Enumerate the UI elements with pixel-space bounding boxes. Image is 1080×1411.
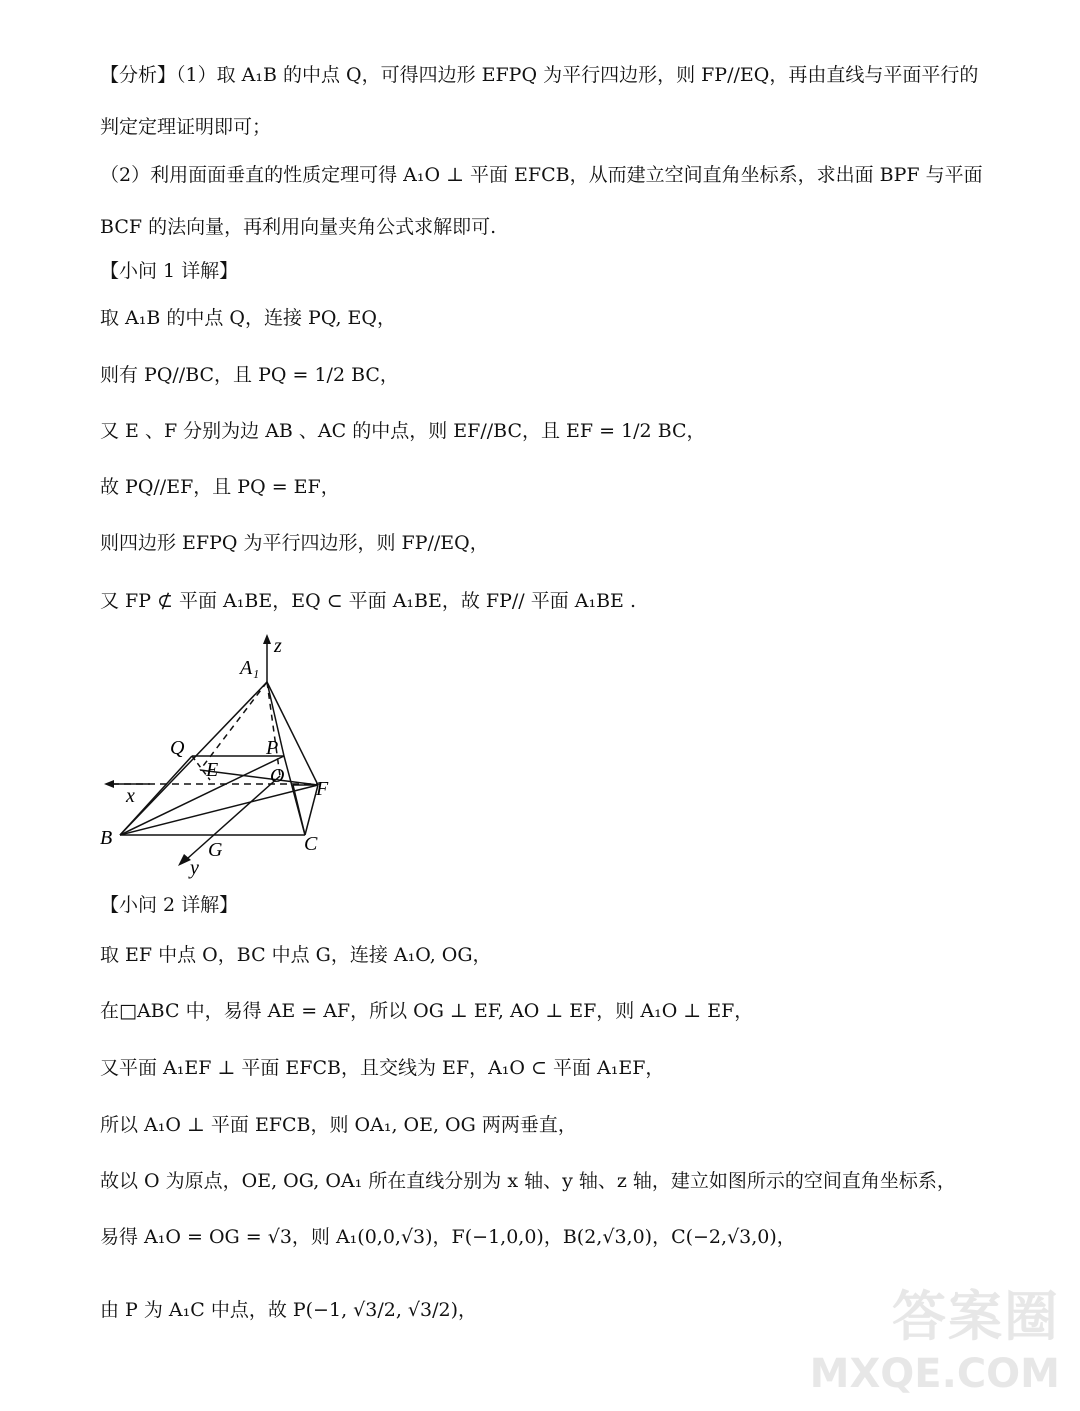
watermark bbox=[810, 1274, 1060, 1397]
solution1-line-4: 故 PQ//EF，且 PQ = EF， bbox=[100, 476, 340, 498]
analysis-line-1: 【分析】（1）取 A₁B 的中点 Q，可得四边形 EFPQ 为平行四边形，则 FP//EQ，再由直线与平面平行的 bbox=[100, 64, 979, 86]
solution2-line-6: 易得 A₁O = OG = √3，则 A₁(0,0,√3)，F(−1,0,0)，B(2,√3,0)，C(−2,√3,0)， bbox=[100, 1226, 796, 1248]
watermark-url: MXQE.COM bbox=[809, 1351, 1060, 1397]
solution2-line-2: 在□ABC 中，易得 AE = AF，所以 OG ⊥ EF, AO ⊥ EF，则 A₁O ⊥ EF， bbox=[100, 1000, 754, 1022]
solution2-line-7: 由 P 为 A₁C 中点，故 P(−1, √3/2, √3/2)， bbox=[100, 1299, 478, 1321]
label-z: z bbox=[274, 635, 282, 657]
solution1-line-1: 取 A₁B 的中点 Q，连接 PQ, EQ， bbox=[100, 307, 396, 329]
label-O: O bbox=[270, 765, 285, 787]
solution2-line-3: 又平面 A₁EF ⊥ 平面 EFCB，且交线为 EF，A₁O ⊂ 平面 A₁EF， bbox=[100, 1057, 665, 1079]
label-C: C bbox=[304, 833, 318, 855]
analysis-line-2: 判定定理证明即可； bbox=[100, 116, 272, 138]
solution2-line-4: 所以 A₁O ⊥ 平面 EFCB，则 OA₁, OE, OG 两两垂直， bbox=[100, 1114, 577, 1136]
section-heading-2: 【小问 2 详解】 bbox=[100, 894, 239, 916]
label-F: F bbox=[316, 778, 329, 800]
label-B: B bbox=[100, 827, 113, 849]
solution2-line-5: 故以 O 为原点，OE, OG, OA₁ 所在直线分别为 x 轴、y 轴、z 轴，建立如图所示的空间直角坐标系， bbox=[100, 1170, 956, 1192]
solution1-line-3: 又 E 、F 分别为边 AB 、AC 的中点，则 EF//BC，且 EF = 1/2 BC， bbox=[100, 420, 706, 442]
analysis-line-4: BCF 的法向量，再利用向量夹角公式求解即可. bbox=[100, 216, 497, 238]
label-G: G bbox=[208, 839, 223, 861]
label-x: x bbox=[126, 785, 135, 807]
pyramid-figure bbox=[90, 630, 360, 880]
label-P: P bbox=[266, 737, 279, 759]
solution2-line-1: 取 EF 中点 O，BC 中点 G，连接 A₁O, OG， bbox=[100, 944, 492, 966]
solution1-line-6: 又 FP ⊄ 平面 A₁BE，EQ ⊂ 平面 A₁BE，故 FP// 平面 A₁BE . bbox=[100, 590, 637, 612]
watermark-logo-text: 答案圈 bbox=[892, 1285, 1060, 1348]
solution1-line-5: 则四边形 EFPQ 为平行四边形，则 FP//EQ， bbox=[100, 532, 489, 554]
label-A1: A₁ bbox=[240, 657, 260, 679]
solution1-line-2: 则有 PQ//BC，且 PQ = 1/2 BC， bbox=[100, 364, 399, 386]
section-heading-1: 【小问 1 详解】 bbox=[100, 260, 239, 282]
label-Q: Q bbox=[170, 737, 185, 759]
label-y: y bbox=[190, 857, 199, 879]
analysis-line-3: （2）利用面面垂直的性质定理可得 A₁O ⊥ 平面 EFCB，从而建立空间直角坐标系，求出面 BPF 与平面 bbox=[100, 164, 983, 186]
label-E: E bbox=[206, 759, 219, 781]
